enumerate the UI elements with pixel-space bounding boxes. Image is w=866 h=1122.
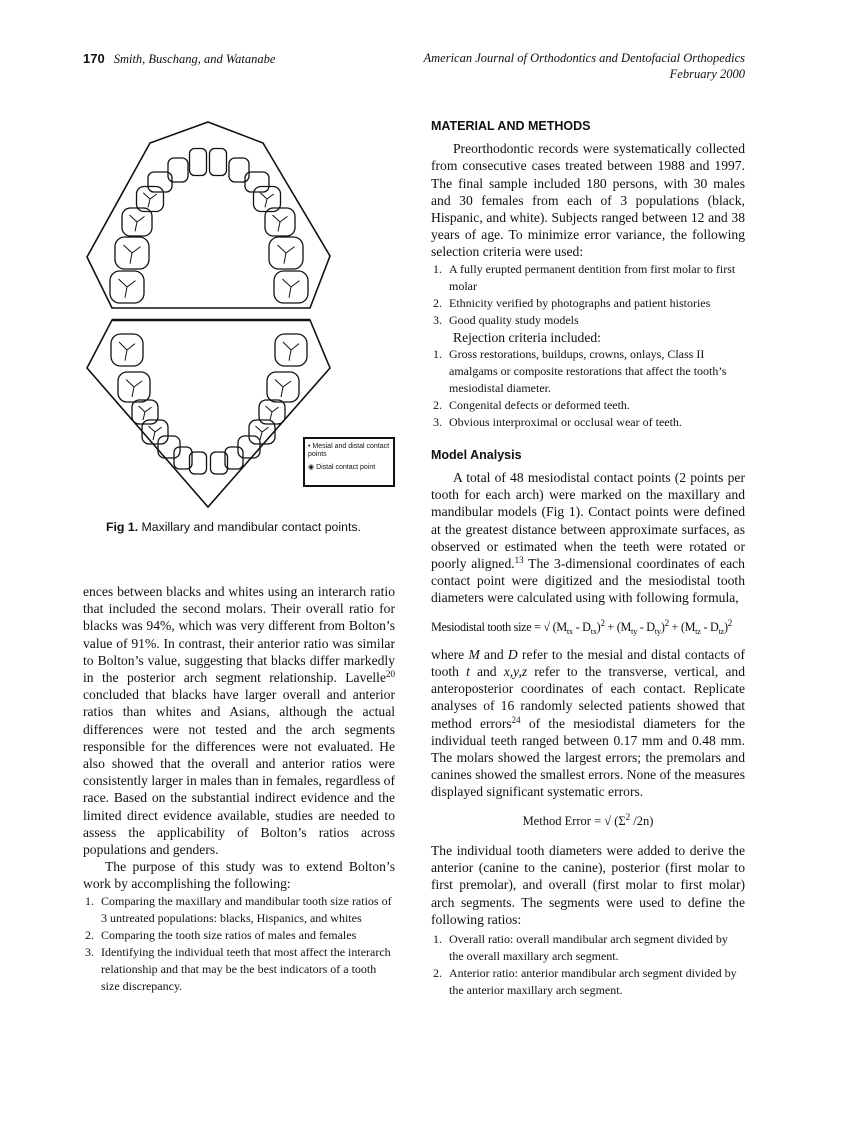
- text-run: ): [660, 619, 665, 634]
- list-item: [431, 346, 745, 397]
- subsection-heading: Model Analysis: [431, 447, 522, 462]
- list-text: Good quality study models: [449, 312, 579, 327]
- text-run: of the mesiodistal diameters for the individual teeth ranged between 0.17 mm and 0.48 mm. The molars showed the largest errors; the premolars and canines showed the smallest errors. None of the measures displayed significant systematic errors.: [431, 715, 745, 800]
- list-number: 3.: [85, 944, 94, 959]
- list-item: [431, 931, 745, 965]
- italic-term: D: [507, 646, 518, 662]
- tooth-fissure: [266, 406, 279, 420]
- text-run: + (M: [668, 619, 696, 634]
- superscript: 2: [600, 617, 605, 628]
- list-text: Obvious interproximal or occlusal wear of teeth.: [449, 414, 682, 429]
- tooth-fissure: [278, 245, 295, 264]
- authors: Smith, Buschang, and Watanabe: [113, 52, 276, 66]
- selection-criteria-list: [431, 261, 745, 329]
- italic-term: t: [466, 664, 470, 680]
- body-paragraph: [83, 583, 395, 858]
- list-text: Gross restorations, buildups, crowns, onlays, Class II amalgams or composite restorations that affect the tooth’s mesiodistal diameter.: [449, 346, 727, 395]
- list-text: Identifying the individual teeth that most affect the interarch relationship and that may be the best indicators of a tooth size discrepancy.: [101, 944, 391, 993]
- body-paragraph: [431, 469, 745, 607]
- text-run: ): [596, 619, 601, 634]
- text-run: The individual tooth diameters were added to derive the anterior (canine to the canine), posterior (first molar to first premolar), and overall (first molar to first molar) arch segments. The segments were used to define the following ratios:: [431, 842, 745, 927]
- tooth-fissure: [126, 380, 142, 398]
- journal-title: American Journal of Orthodontics and Dentofacial Orthopedics: [423, 51, 745, 65]
- list-text: Comparing the tooth size ratios of males and females: [101, 927, 357, 942]
- tooth: [210, 149, 227, 176]
- subscript: tz: [695, 625, 701, 636]
- tooth-fissure: [119, 279, 136, 298]
- text-run: refer to the mesial and distal contacts of tooth: [431, 646, 745, 680]
- tooth-fissure: [143, 193, 157, 208]
- rejection-criteria-list: [431, 346, 745, 431]
- method-error-formula: [431, 813, 745, 830]
- text-run: where: [431, 646, 469, 662]
- list-text: Ethnicity verified by photographs and patient histories: [449, 295, 711, 310]
- list-item: [83, 927, 395, 944]
- list-text: Overall ratio: overall mandibular arch segment divided by the overall maxillary arch segment.: [449, 931, 728, 963]
- list-number: 3.: [433, 414, 442, 429]
- list-text: Comparing the maxillary and mandibular tooth size ratios of 3 untreated populations: blacks, Hispanics, and whites: [101, 893, 392, 925]
- tooth-fissure: [275, 380, 291, 398]
- aims-list: [83, 893, 395, 995]
- text-run: + (M: [604, 619, 632, 634]
- tooth-fissure: [139, 406, 152, 420]
- text-run: Mesiodistal tooth size = √ (M: [431, 619, 567, 634]
- text-run: Preorthodontic records were systematically collected from consecutive cases treated between 1988 and 1997. The final sample included 180 persons, with 30 males and 30 females from each of 3 populations (black, Hispanic, and white). Subjects ranged between 12 and 38 years of age. To minimize error variance, the following selection criteria were used:: [431, 141, 745, 260]
- subscript: tx: [590, 625, 597, 636]
- list-number: 1.: [433, 261, 442, 276]
- text-run: - D: [700, 619, 719, 634]
- body-paragraph: [431, 140, 745, 260]
- legend-distal: ◉ Distal contact point: [308, 464, 376, 471]
- superscript: 20: [386, 669, 395, 680]
- legend-mesial-distal: • Mesial and distal contact points: [308, 443, 390, 458]
- list-number: 2.: [85, 927, 94, 942]
- text-run: /2n): [630, 813, 654, 828]
- superscript: 2: [727, 617, 732, 628]
- body-paragraph: [83, 858, 395, 892]
- tooth-fissure: [283, 279, 300, 298]
- tooth-size-formula: [431, 619, 745, 636]
- tooth-fissure: [283, 342, 299, 361]
- list-item: [83, 893, 395, 927]
- italic-term: M: [468, 646, 480, 662]
- superscript: 24: [511, 714, 521, 725]
- list-item: [431, 261, 745, 295]
- list-text: A fully erupted permanent dentition from first molar to first molar: [449, 261, 736, 293]
- body-paragraph: [431, 646, 745, 801]
- text-run: - D: [572, 619, 591, 634]
- issue-date: February 2000: [669, 67, 745, 81]
- text-run: Method Error = √ (Σ: [522, 813, 626, 828]
- subscript: ty: [654, 625, 661, 636]
- subscript: ty: [631, 625, 638, 636]
- left-column: [83, 583, 395, 995]
- list-text: Anterior ratio: anterior mandibular arch segment divided by the anterior maxillary arch segment.: [449, 965, 737, 997]
- tooth-fissure: [119, 342, 135, 361]
- list-number: 1.: [85, 893, 94, 908]
- list-number: 2.: [433, 965, 442, 980]
- superscript: 2: [625, 811, 631, 822]
- tooth: [168, 158, 188, 182]
- subscript: tx: [566, 625, 573, 636]
- tooth-fissure: [260, 193, 274, 208]
- text-run: The purpose of this study was to extend Bolton’s work by accomplishing the following:: [83, 859, 395, 892]
- text-run: - D: [637, 619, 655, 634]
- list-number: 1.: [433, 931, 442, 946]
- tooth: [229, 158, 249, 182]
- list-item: [83, 944, 395, 995]
- tooth: [190, 149, 207, 176]
- list-item: [431, 965, 745, 999]
- list-number: 1.: [433, 346, 442, 361]
- superscript: 13: [514, 555, 524, 566]
- list-item: [431, 312, 745, 329]
- list-item: [431, 397, 745, 414]
- maxillary-arch-outline: [87, 122, 330, 308]
- figure-legend: [303, 437, 395, 487]
- body-paragraph: [431, 842, 745, 928]
- circle-dot-icon: ◉: [308, 464, 315, 471]
- list-item: [431, 414, 745, 431]
- superscript: 2: [664, 617, 669, 628]
- figure-caption: Fig 1. Maxillary and mandibular contact points.: [106, 520, 361, 534]
- italic-term: x,y,z: [503, 664, 528, 680]
- page-number: 170: [83, 51, 105, 66]
- tooth-fissure: [124, 245, 141, 264]
- list-number: 2.: [433, 295, 442, 310]
- list-number: 3.: [433, 312, 442, 327]
- right-column: [431, 118, 745, 999]
- text-run: ences between blacks and whites using an interarch ratio that included the second molars. Their overall ratio for blacks was 94%, which was very different from Bolton’s value of 91%. In contrast, their anterior ratio was similar to Bolton’s value, suggesting that blacks differ markedly in the posterior arch segment relationship. Lavelle: [83, 584, 395, 686]
- text-run: concluded that blacks have larger overall and anterior ratios than whites and Asians, although the actual differences were not tested and the arch segments responsible for the differences were not evaluated. He also showed that the overall and anterior ratios were consistently larger in males than in females, regardless of race. Based on the substantial indirect evidence and the limited direct evidence available, studies are needed to assess the applicability of Bolton’s ratios across populations and genders.: [83, 687, 395, 858]
- section-heading: MATERIAL AND METHODS: [431, 119, 591, 133]
- list-text: Congenital defects or deformed teeth.: [449, 397, 630, 412]
- ratio-list: [431, 931, 745, 999]
- text-run: A total of 48 mesiodistal contact points (2 points per tooth for each arch) were marked on the maxillary and mandibular models (Fig 1). Contact points were defined at the greatest distance between approximate surfaces, as observed or estimated when the teeth were rotated or poorly aligned.: [431, 470, 745, 572]
- rejection-intro: Rejection criteria included:: [453, 329, 601, 345]
- text-run: The 3-dimensional coordinates of each contact point were digitized and the mesiodistal tooth diameters were calculated using with following formula,: [431, 556, 745, 606]
- text-run: ): [724, 619, 728, 634]
- tooth-fissure: [273, 215, 288, 231]
- list-number: 2.: [433, 397, 442, 412]
- list-item: [431, 295, 745, 312]
- text-run: and: [479, 646, 508, 662]
- tooth-fissure: [130, 215, 145, 231]
- text-run: refer to the transverse, vertical, and anteroposterior coordinates of each contact. Replicate analyses of 16 randomly selected patients showed that method errors: [431, 664, 745, 731]
- subscript: tz: [718, 625, 725, 636]
- text-run: and: [469, 664, 504, 680]
